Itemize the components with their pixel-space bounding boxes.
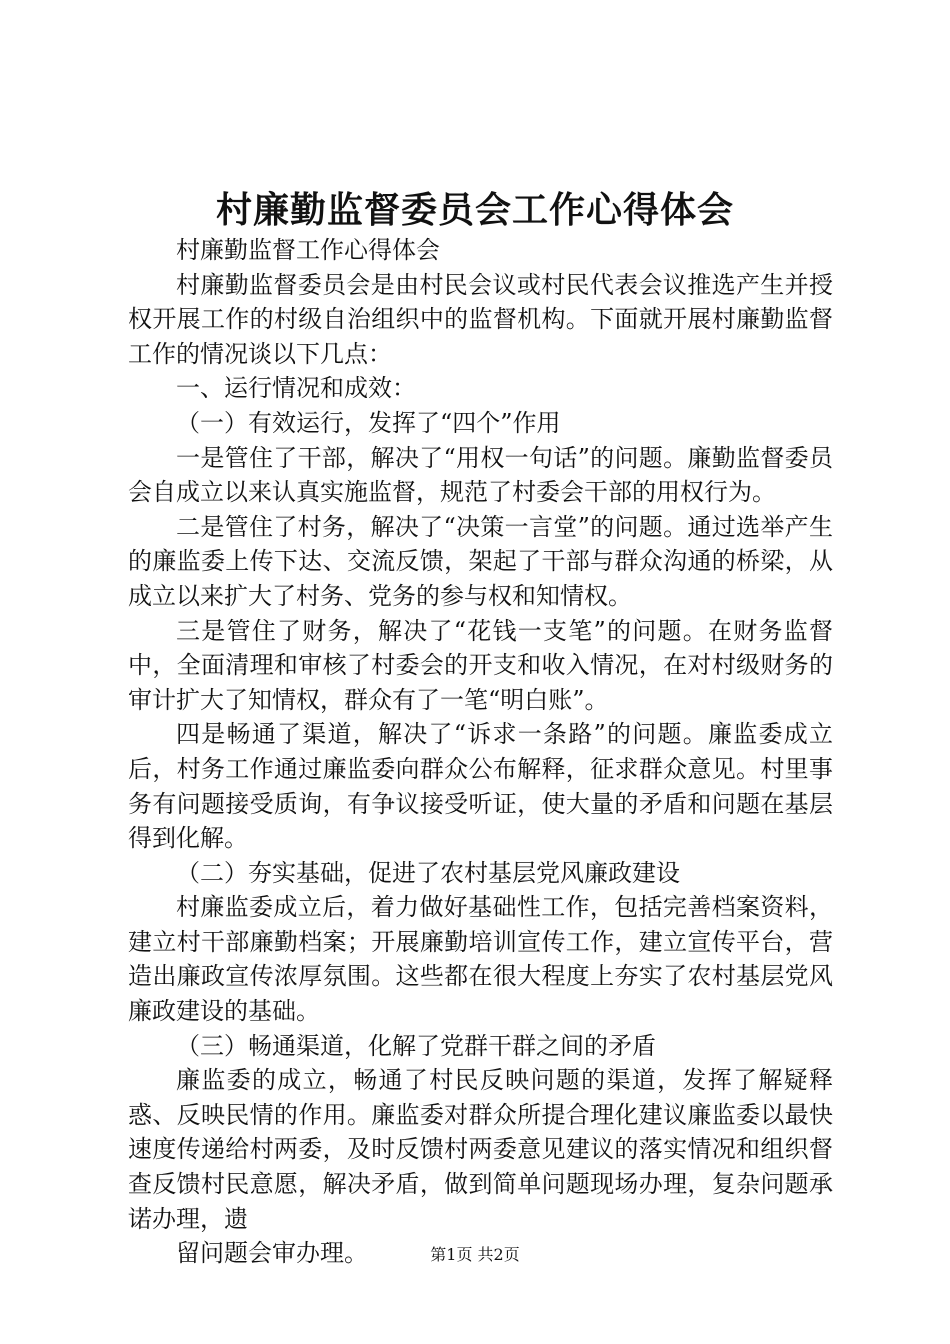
paragraph-point-3: 三是管住了财务，解决了“花钱一支笔”的问题。在财务监督中，全面清理和审核了村委会的开支和收入情况，在对村级财务的审计扩大了知情权，群众有了一笔“明白账”。 xyxy=(128,616,833,714)
paragraph-foundation: 村廉监委成立后，着力做好基础性工作，包括完善档案资料，建立村干部廉勤档案；开展廉勤培训宣传工作，建立宣传平台，营造出廉政宣传浓厚氛围。这些都在很大程度上夯实了农村基层党风廉政建设的基础。 xyxy=(128,893,833,1026)
paragraph-continued: 留问题会审办理。 xyxy=(176,1239,368,1268)
section-heading-1: 一、运行情况和成效： xyxy=(176,374,416,403)
document-title: 村廉勤监督委员会工作心得体会 xyxy=(215,189,734,231)
paragraph-intro: 村廉勤监督委员会是由村民会议或村民代表会议推选产生并授权开展工作的村级自治组织中的监督机构。下面就开展村廉勤监督工作的情况谈以下几点： xyxy=(128,270,833,368)
page-footer: 第1页 共2页 xyxy=(430,1245,520,1264)
paragraph-point-4: 四是畅通了渠道，解决了“诉求一条路”的问题。廉监委成立后，村务工作通过廉监委向群众公布解释，征求群众意见。村里事务有问题接受质询，有争议接受听证，使大量的矛盾和问题在基层得到化解。 xyxy=(128,720,833,853)
document-body xyxy=(128,233,833,1271)
subsection-heading-2: （二）夯实基础，促进了农村基层党风廉政建设 xyxy=(176,858,680,887)
paragraph-point-1: 一是管住了干部，解决了“用权一句话”的问题。廉勤监督委员会自成立以来认真实施监督，规范了村委会干部的用权行为。 xyxy=(128,443,833,507)
paragraph-point-2: 二是管住了村务，解决了“决策一言堂”的问题。通过选举产生的廉监委上传下达、交流反馈，架起了干部与群众沟通的桥梁，从成立以来扩大了村务、党务的参与权和知情权。 xyxy=(128,512,833,610)
paragraph-channels: 廉监委的成立，畅通了村民反映问题的渠道，发挥了解疑释惑、反映民情的作用。廉监委对群众所提合理化建议廉监委以最快速度传递给村两委，及时反馈村两委意见建议的落实情况和组织督查反馈村民意愿，解决矛盾，做到简单问题现场办理，复杂问题承诺办理，遗 xyxy=(128,1066,833,1233)
subsection-heading-3: （三）畅通渠道，化解了党群干群之间的矛盾 xyxy=(176,1031,656,1060)
subsection-heading-1: （一）有效运行，发挥了“四个”作用 xyxy=(176,408,561,437)
paragraph-subtitle: 村廉勤监督工作心得体会 xyxy=(176,236,440,264)
